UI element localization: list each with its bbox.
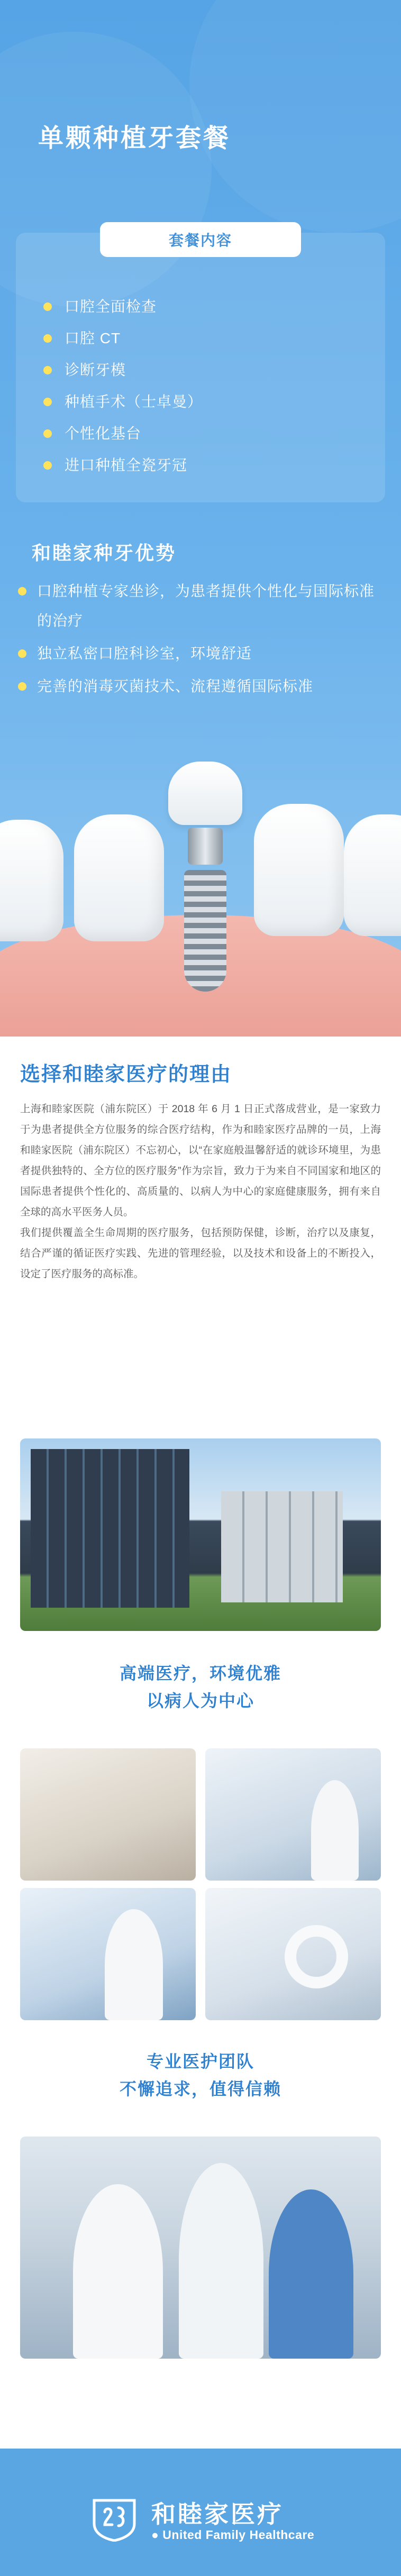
tooth-icon [74,814,164,941]
advantage-item: 口腔种植专家坐诊，为患者提供个性化与国际标准的治疗 [16,576,376,636]
brand-name-cn: 和睦家医疗 [151,2500,284,2528]
slogan-line: 不懈追求，值得信赖 [119,2079,281,2098]
package-item: 进口种植全瓷牙冠 [42,450,203,481]
bullet-dot-icon [18,587,26,595]
advantages-list [16,576,376,704]
slogan-line: 专业医护团队 [146,2052,254,2071]
team-slogan [0,2048,401,2103]
bullet-dot-icon [43,334,52,343]
slogan-line: 以病人为中心 [146,1691,254,1710]
reasons-section [0,1037,401,2449]
consultation-photo [205,1748,381,1881]
bullet-dot-icon [43,366,52,374]
brand-footer [0,2449,401,2576]
page-title: 单颗种植牙套餐 [38,124,231,152]
package-item: 个性化基台 [42,418,203,450]
hero-section [0,0,401,1037]
bullet-dot-icon [43,429,52,438]
bullet-dot-icon [43,461,52,470]
tooth-icon [254,804,344,936]
implant-crown-icon [168,762,242,825]
advantage-item: 完善的消毒灭菌技术、流程遵循国际标准 [16,672,376,701]
package-card [16,233,385,502]
advantage-item: 独立私密口腔科诊室，环境舒适 [16,639,376,668]
reasons-paragraph: 我们提供覆盖全生命周期的医疗服务，包括预防保健，诊断，治疗以及康复，结合严谨的循证医疗实践、先进的管理经验，以及技术和设备上的不断投入，设定了医疗服务的高标准。 [20,1227,381,1280]
medical-team-photo [20,2137,381,2359]
hospital-building-photo [20,1438,381,1631]
brand-name-en: ● United Family Healthcare [151,2528,315,2542]
reception-photo [20,1748,196,1881]
laboratory-photo [20,1888,196,2020]
reasons-paragraph: 上海和睦家医院（浦东院区）于 2018 年 6 月 1 日正式落成营业，是一家致力于为患者提供全方位服务的综合医疗结构，作为和睦家医疗品牌的一员，上海和睦家医院（浦东院区）不忘初心，以“在家庭般温馨舒适的就诊环境里，为患者提供独特的、全方位的医疗服务”作为宗旨，致力于为来自不同国家和地区的国际患者提供个性化的、高质量的、以病人为中心的家庭健康服务，拥有来自全球的高水平医务人员。 [20,1103,381,1218]
package-item: 诊断牙模 [42,354,203,386]
bullet-dot-icon [43,398,52,406]
dental-implant-illustration [0,740,401,1037]
tooth-icon [0,820,63,941]
reasons-body [20,1099,381,1285]
implant-screw-icon [184,870,226,992]
bullet-dot-icon [18,682,26,691]
package-item-list [42,291,203,481]
implant-abutment-icon [188,828,223,865]
united-family-logo-icon [89,2496,140,2542]
decorative-circle [189,0,401,233]
advantages-title: 和睦家种牙优势 [32,542,177,564]
bullet-dot-icon [18,649,26,658]
environment-slogan [0,1660,401,1715]
package-item: 口腔全面检查 [42,291,203,323]
reasons-title: 选择和睦家医疗的理由 [20,1064,232,1086]
package-tab-label: 套餐内容 [100,222,301,257]
imaging-room-photo [205,1888,381,2020]
package-item: 种植手术（士卓曼） [42,386,203,418]
tooth-icon [344,814,401,936]
package-item: 口腔 CT [42,323,203,354]
bullet-dot-icon [43,302,52,311]
slogan-line: 高端医疗，环境优雅 [119,1664,281,1683]
